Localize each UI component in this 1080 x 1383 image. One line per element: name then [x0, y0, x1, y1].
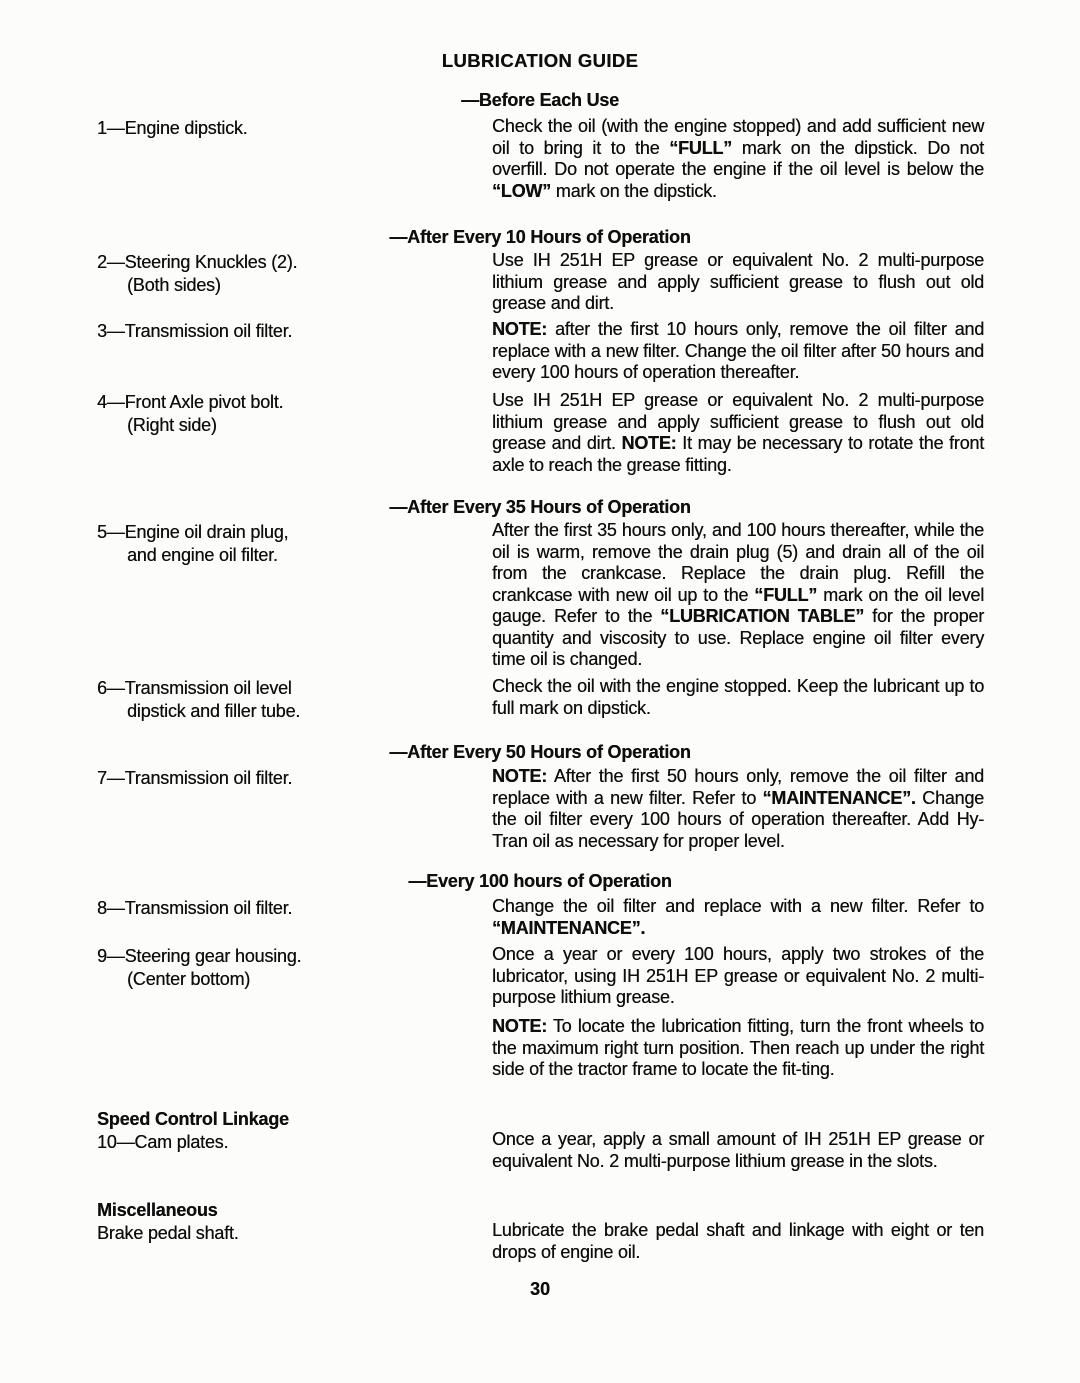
item-3-label — [97, 320, 467, 343]
item-2-line-1: 2—Steering Knuckles (2). — [97, 252, 298, 272]
item-6-line-1: 6—Transmission oil level — [97, 678, 292, 698]
item-9-description: Once a year or every 100 hours, apply two strokes of the lubricator, using IH 251H EP grease or equivalent No. 2 multi-purpose lithium grease. — [492, 944, 984, 1007]
item-10-description: Once a year, apply a small amount of IH 251H EP grease or equivalent No. 2 multi-purpose lithium grease in the slots. — [492, 1129, 984, 1171]
item-1-description: Check the oil (with the engine stopped) and add sufficient new oil to bring it to the “FULL” mark on the dipstick. Do not overfill. Do not operate the engine if the oil level is below the “LOW” mark on the dipstick. — [492, 116, 984, 201]
item-1-label — [97, 117, 467, 140]
item-10-label — [97, 1131, 467, 1154]
brake-pedal-shaft-label — [97, 1222, 467, 1245]
item-7-description: NOTE: After the first 50 hours only, remove the oil filter and replace with a new filter. Refer to “MAINTENANCE”. Change the oil filter every 100 hours of operation thereafter. Add Hy-Tran oil as necessary for proper level. — [492, 766, 984, 851]
item-8-description: Change the oil filter and replace with a new filter. Refer to “MAINTENANCE”. — [492, 896, 984, 938]
item-10-line-1: 10—Cam plates. — [97, 1132, 229, 1152]
section-heading-100-hours: —Every 100 hours of Operation — [408, 871, 672, 891]
item-8-line-1: 8—Transmission oil filter. — [97, 898, 293, 918]
item-7-label — [97, 767, 467, 790]
item-2-label — [97, 251, 467, 296]
item-4-description: Use IH 251H EP grease or equivalent No. 2 multi-purpose lithium grease and apply sufficient grease to flush out old grease and dirt. NOTE: It may be necessary to rotate the front axle to reach the grease fitting. — [492, 390, 984, 475]
item-5-line-1: 5—Engine oil drain plug, — [97, 522, 289, 542]
item-5-line-2: and engine oil filter. — [127, 544, 278, 565]
page-number: 30 — [529, 1279, 551, 1299]
subheading-miscellaneous: Miscellaneous — [97, 1200, 218, 1220]
item-5-label — [97, 521, 467, 566]
section-heading-50-hours: —After Every 50 Hours of Operation — [389, 742, 691, 762]
section-heading-10-hours: —After Every 10 Hours of Operation — [389, 227, 691, 247]
item-9-line-1: 9—Steering gear housing. — [97, 946, 302, 966]
doc-title: LUBRICATION GUIDE — [441, 50, 639, 71]
item-3-description: NOTE: after the first 10 hours only, remove the oil filter and replace with a new filter. Change the oil filter after 50 hours and every 100 hours of operation thereafter. — [492, 319, 984, 382]
section-heading-35-hours: —After Every 35 Hours of Operation — [389, 497, 691, 517]
item-6-label — [97, 677, 467, 722]
brake-pedal-description: Lubricate the brake pedal shaft and linkage with eight or ten drops of engine oil. — [492, 1220, 984, 1262]
item-8-label — [97, 897, 467, 920]
item-1-line-1: 1—Engine dipstick. — [97, 118, 248, 138]
item-4-label — [97, 391, 467, 436]
item-9-line-2: (Center bottom) — [127, 968, 251, 989]
section-heading-before-each-use: —Before Each Use — [461, 90, 619, 110]
item-5-description: After the first 35 hours only, and 100 hours thereafter, while the oil is warm, remove the drain plug (5) and drain all of the oil from the crankcase. Replace the drain plug. Refill the crankcase with new oil up to the “FULL” mark on the oil level gauge. Refer to the “LUBRICATION TABLE” for the proper quantity and viscosity to use. Replace engine oil filter every time oil is changed. — [492, 520, 985, 669]
item-4-line-1: 4—Front Axle pivot bolt. — [97, 392, 284, 412]
item-3-line-1: 3—Transmission oil filter. — [97, 321, 293, 341]
item-2-line-2: (Both sides) — [127, 274, 221, 295]
item-7-line-1: 7—Transmission oil filter. — [97, 768, 293, 788]
item-4-line-2: (Right side) — [127, 414, 217, 435]
brake-pedal-line-1: Brake pedal shaft. — [97, 1223, 239, 1243]
item-9-label — [97, 945, 467, 990]
item-6-line-2: dipstick and filler tube. — [127, 700, 301, 721]
item-2-description: Use IH 251H EP grease or equivalent No. 2 multi-purpose lithium grease and apply sufficient grease to flush out old grease and dirt. — [492, 250, 984, 313]
item-9-note: NOTE: To locate the lubrication fitting, turn the front wheels to the maximum right turn position. Then reach up under the right side of the tractor frame to locate the fit-ting. — [492, 1016, 984, 1079]
subheading-speed-control-linkage: Speed Control Linkage — [97, 1109, 289, 1129]
item-6-description: Check the oil with the engine stopped. Keep the lubricant up to full mark on dipstick. — [492, 676, 984, 718]
